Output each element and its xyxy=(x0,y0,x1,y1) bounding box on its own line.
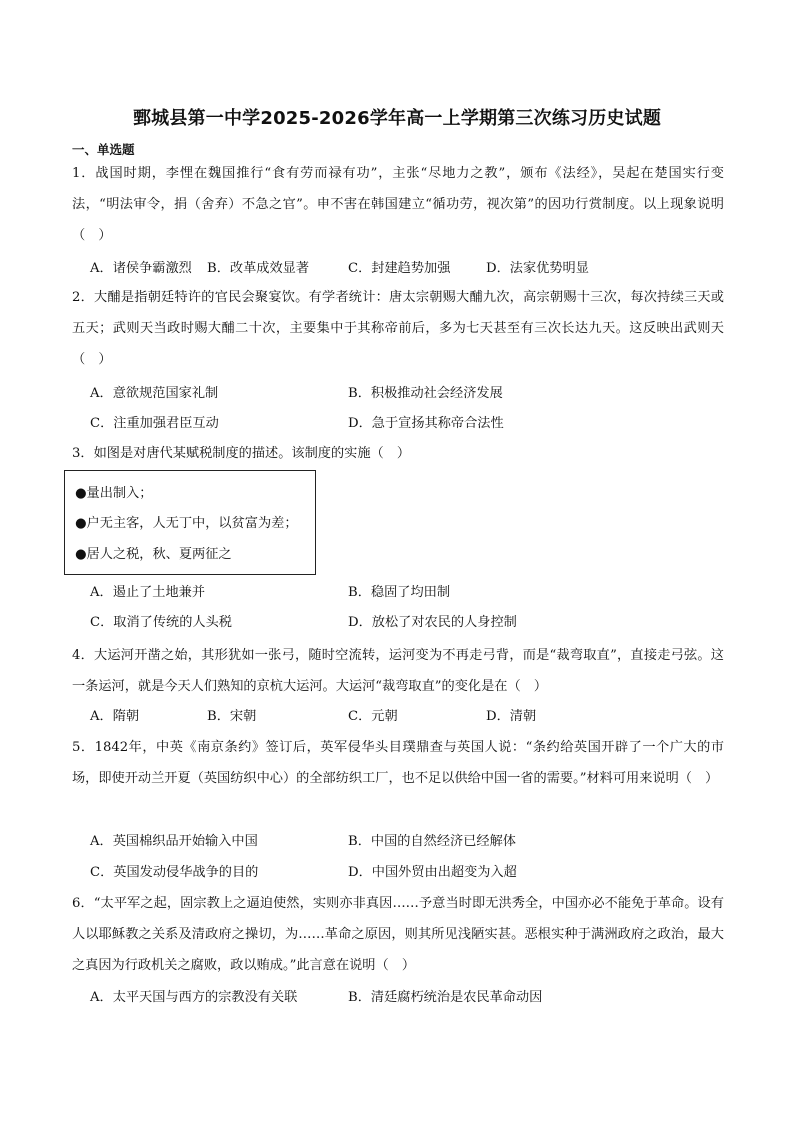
question-2-option-a[interactable]: A．意欲规范国家礼制 xyxy=(90,386,219,401)
section-heading: 一、单选题 xyxy=(72,142,135,157)
question-4-option-c[interactable]: C．元朝 xyxy=(348,709,398,724)
question-5-option-d[interactable]: D．中国外贸由出超变为入超 xyxy=(348,865,517,880)
question-2-option-b[interactable]: B．积极推动社会经济发展 xyxy=(348,386,503,401)
tax-description-line: ●量出制入； xyxy=(75,486,153,501)
question-3-option-d[interactable]: D．放松了对农民的人身控制 xyxy=(348,615,517,630)
page-title: 鄄城县第一中学2025-2026学年高一上学期第三次练习历史试题 xyxy=(132,108,662,129)
question-1-option-a[interactable]: A．诸侯争霸激烈 xyxy=(90,261,192,276)
question-4-option-b[interactable]: B．宋朝 xyxy=(207,709,257,724)
question-5-stem: 5．1842年，中英《南京条约》签订后，英军侵华头目璞鼎查与英国人说：“条约给英国开辟了一个广大的市场，即使开动兰开夏（英国纺织中心）的全部纺织工厂，也不足以供给中国一省的需要。”材料可用来说明（ ） xyxy=(72,740,724,786)
question-6-stem: 6．“太平军之起，固宗教上之逼迫使然，实则亦非真因……予意当时即无洪秀全，中国亦必不能免于革命。设有人以耶稣教之关系及清政府之操切，为……革命之原因，则其所见浅陋实甚。恶根实种于满洲政府之政治，最大之真因为行政机关之腐败，政以贿成。”此言意在说明（ ） xyxy=(72,896,724,973)
question-5-option-a[interactable]: A．英国棉织品开始输入中国 xyxy=(90,834,258,849)
question-2-stem: 2．大酺是指朝廷特许的官民会聚宴饮。有学者统计：唐太宗朝赐大酺九次，高宗朝赐十三次，每次持续三天或五天；武则天当政时赐大酺二十次，主要集中于其称帝前后，多为七天甚至有三次长达九天。这反映出武则天（ ） xyxy=(72,290,724,367)
question-3-option-b[interactable]: B．稳固了均田制 xyxy=(348,585,451,600)
question-3-stem: 3．如图是对唐代某赋税制度的描述。该制度的实施（ ） xyxy=(72,446,411,461)
question-4-stem: 4．大运河开凿之始，其形犹如一张弓，随时空流转，运河变为不再走弓背，而是“裁弯取直”，直接走弓弦。这一条运河，就是今天人们熟知的京杭大运河。大运河“裁弯取直”的变化是在（ ） xyxy=(72,648,724,694)
question-6-option-a[interactable]: A．太平天国与西方的宗教没有关联 xyxy=(90,990,298,1005)
question-1-stem: 1．战国时期，李悝在魏国推行“食有劳而禄有功”，主张“尽地力之教”，颁布《法经》，吴起在楚国实行变法，“明法审令，捐（舍弃）不急之官”。申不害在韩国建立“循功劳，视次第”的因功行赏制度。以上现象说明（ ） xyxy=(72,166,724,243)
question-1-option-b[interactable]: B．改革成效显著 xyxy=(207,261,310,276)
question-6-option-b[interactable]: B．清廷腐朽统治是农民革命动因 xyxy=(348,990,543,1005)
question-4-option-a[interactable]: A．隋朝 xyxy=(90,709,140,724)
question-1-option-d[interactable]: D．法家优势明显 xyxy=(486,261,589,276)
question-2-option-c[interactable]: C．注重加强君臣互动 xyxy=(90,416,219,431)
tax-description-line: ●户无主客，人无丁中，以贫富为差； xyxy=(75,516,298,531)
question-4-option-d[interactable]: D．清朝 xyxy=(486,709,537,724)
question-3-option-c[interactable]: C．取消了传统的人头税 xyxy=(90,615,232,630)
question-3-option-a[interactable]: A．遏止了土地兼并 xyxy=(90,585,206,600)
question-1-option-c[interactable]: C．封建趋势加强 xyxy=(348,261,451,276)
tax-description-line: ●居人之税，秋、夏两征之 xyxy=(75,547,232,562)
question-5-option-c[interactable]: C．英国发动侵华战争的目的 xyxy=(90,865,259,880)
question-5-option-b[interactable]: B．中国的自然经济已经解体 xyxy=(348,834,516,849)
question-2-option-d[interactable]: D．急于宣扬其称帝合法性 xyxy=(348,416,504,431)
tax-description-box xyxy=(64,470,316,575)
